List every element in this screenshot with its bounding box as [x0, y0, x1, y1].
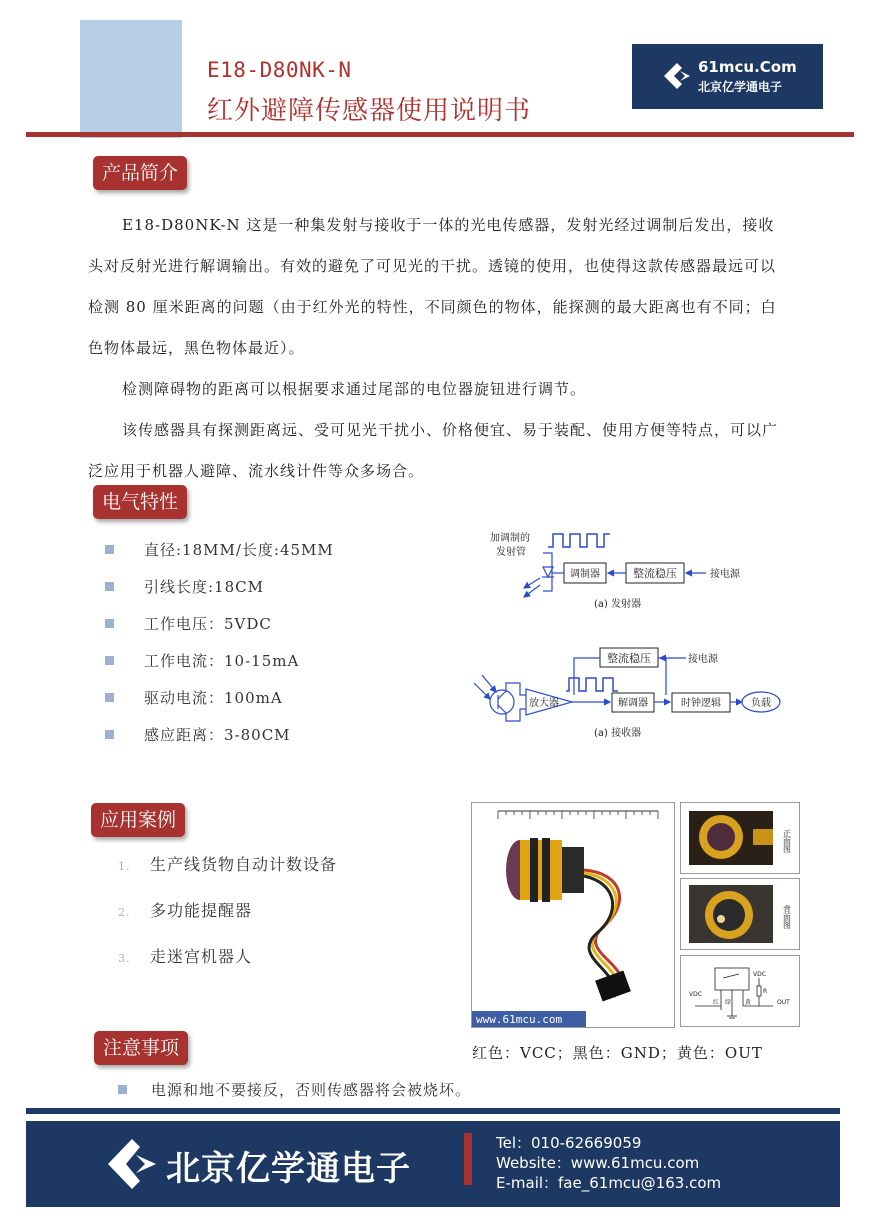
- brand-mark-icon: [662, 61, 692, 91]
- bullet-square-icon: [105, 656, 114, 665]
- schematic-yellow-label: 黄: [745, 999, 752, 1006]
- rx-light-arrow: [482, 675, 496, 692]
- tx-power-label: 接电源: [710, 569, 740, 580]
- list-item: [105, 574, 334, 611]
- model-number: E18-D80NK-N: [207, 58, 352, 82]
- rx-demodulator-label: 解调器: [618, 698, 648, 709]
- brand-logo: [632, 44, 823, 109]
- intro-text: [88, 205, 788, 492]
- intro-paragraph-3: 该传感器具有探测距离远、受可见光干扰小、价格便宜、易于装配、使用方便等特点，可以广泛应用于机器人避障、流水线计件等众多场合。: [88, 421, 779, 480]
- front-view-photo: [680, 802, 800, 874]
- rx-amplifier-label: 放大器: [529, 698, 559, 709]
- section-heading-electrical: 电气特性: [93, 485, 187, 519]
- list-item: [105, 722, 334, 759]
- footer-tel: Tel：010-62669059: [496, 1134, 642, 1152]
- rx-light-arrow: [474, 683, 490, 699]
- schematic-vdc-label: VDC: [689, 991, 702, 998]
- section-heading-notes: 注意事项: [94, 1031, 188, 1065]
- note-text: 电源和地不要接反，否则传感器将会被烧坏。: [151, 1081, 472, 1099]
- intro-paragraph-2: 检测障碍物的距离可以根据要求通过尾部的电位器旋钮进行调节。: [122, 380, 587, 398]
- spec-text: 直径:18MM/长度:45MM: [144, 541, 334, 559]
- bullet-square-icon: [105, 730, 114, 739]
- spec-text: 工作电压：5VDC: [144, 615, 272, 633]
- rx-load-label: 负载: [751, 698, 771, 709]
- tx-caption: (a) 发射器: [594, 599, 642, 610]
- footer-accent-bar: [464, 1133, 472, 1185]
- list-number: 3.: [118, 952, 131, 965]
- electrical-spec-list: [105, 537, 334, 759]
- rx-power-label: 接电源: [688, 654, 718, 665]
- tx-label: 加调制的: [490, 533, 530, 544]
- tx-modulator-label: 调制器: [570, 569, 600, 580]
- block-diagram: [460, 525, 790, 750]
- brand-mark-icon: [106, 1137, 160, 1191]
- bullet-square-icon: [105, 545, 114, 554]
- warning-note: [118, 1079, 471, 1100]
- bullet-square-icon: [105, 619, 114, 628]
- brand-domain: 61mcu.Com: [698, 58, 797, 76]
- list-item: [118, 851, 337, 897]
- bullet-square-icon: [118, 1085, 127, 1094]
- bullet-square-icon: [105, 582, 114, 591]
- header-decor-block: [80, 20, 182, 138]
- spec-text: 工作电流：10-15mA: [144, 652, 300, 670]
- footer-website[interactable]: Website：www.61mcu.com: [496, 1154, 700, 1172]
- page-title: 红外避障传感器使用说明书: [207, 96, 532, 126]
- list-item: [105, 648, 334, 685]
- list-item: [118, 897, 337, 943]
- list-item: [105, 611, 334, 648]
- footer-contact: [496, 1133, 721, 1193]
- schematic-out-label: OUT: [777, 999, 790, 1006]
- footer-email[interactable]: E-mail：fae_61mcu@163.com: [496, 1174, 722, 1192]
- schematic-red-label: 红: [713, 999, 720, 1006]
- spec-text: 感应距离：3-80CM: [144, 726, 291, 744]
- back-view-label: 背面图: [782, 905, 792, 929]
- list-item: [105, 537, 334, 574]
- product-photo: [471, 802, 675, 1028]
- application-text: 走迷宫机器人: [150, 947, 253, 966]
- list-number: 2.: [118, 906, 131, 919]
- schematic-green-label: 绿: [725, 999, 732, 1006]
- application-text: 生产线货物自动计数设备: [150, 855, 338, 874]
- list-number: 1.: [118, 860, 131, 873]
- schematic-vdc-label: VDC: [753, 971, 766, 978]
- photo-watermark: www.61mcu.com: [476, 1013, 563, 1026]
- section-heading-intro: 产品简介: [93, 156, 187, 190]
- brand-name: 北京亿学通电子: [698, 80, 783, 94]
- list-item: [105, 685, 334, 722]
- section-heading-applications: 应用案例: [91, 803, 185, 837]
- back-view-photo: [680, 878, 800, 950]
- footer-company-name: 北京亿学通电子: [166, 1149, 411, 1189]
- footer: [26, 1121, 840, 1207]
- list-item: [118, 943, 337, 989]
- rx-clock-logic-label: 时钟逻辑: [681, 698, 721, 709]
- intro-paragraph-1: E18-D80NK-N 这是一种集发射与接收于一体的光电传感器，发射光经过调制后发出，接收头对反射光进行解调输出。有效的避免了可见光的干扰。透镜的使用，也使得这款传感器最远可以检测 80 厘米距离的问题（由于红外光的特性，不同颜色的物体，能探测的最大距离也有不同；白色物体最远，黑色物体最近）。: [88, 216, 777, 357]
- spec-text: 引线长度:18CM: [144, 578, 264, 596]
- rx-caption: (a) 接收器: [594, 728, 642, 739]
- sensor-illustration: [472, 803, 674, 1027]
- bullet-square-icon: [105, 693, 114, 702]
- rx-phototransistor-icon: [490, 690, 514, 714]
- tx-label-2: 发射管: [496, 547, 526, 558]
- rx-rectifier-label: 整流稳压: [607, 652, 651, 665]
- header-rule: [26, 132, 854, 137]
- wiring-schematic: [680, 955, 800, 1027]
- tx-rectifier-label: 整流稳压: [633, 567, 677, 580]
- tx-pulse-wave: [548, 534, 610, 547]
- schematic-resistor-label: R: [763, 988, 768, 995]
- application-text: 多功能提醒器: [150, 901, 253, 920]
- front-view-label: 正面图: [782, 829, 792, 853]
- footer-rule: [26, 1108, 840, 1114]
- spec-text: 驱动电流：100mA: [144, 689, 283, 707]
- applications-list: [118, 851, 337, 989]
- wire-color-caption: 红色：VCC；黑色：GND；黄色：OUT: [472, 1044, 763, 1062]
